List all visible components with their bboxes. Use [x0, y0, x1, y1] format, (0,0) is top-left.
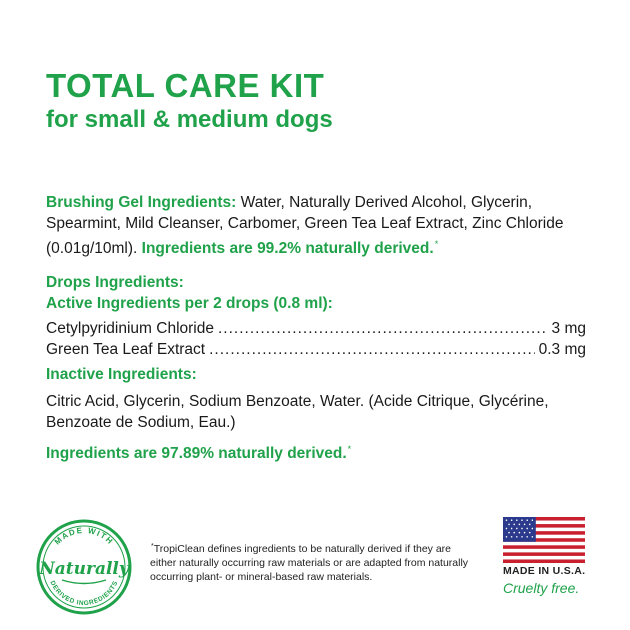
seal-bottom-text: DERIVED INGREDIENTS [48, 579, 120, 608]
page-subtitle: for small & medium dogs [46, 106, 333, 133]
leader-dots [218, 318, 548, 339]
active-ingredient-row [46, 318, 586, 339]
us-flag-icon [503, 517, 585, 563]
brushing-gel-section [46, 192, 591, 259]
inactive-ingredients-heading: Inactive Ingredients: [46, 366, 197, 383]
drops-section [46, 272, 591, 464]
made-in-usa-label: MADE IN U.S.A. [503, 565, 586, 577]
seal-top-text: MADE WITH [52, 525, 116, 547]
svg-text:MADE WITH [53, 526, 115, 547]
active-ingredient-amount: 0.3 mg [538, 341, 586, 358]
seal-script-text: Naturally [39, 559, 129, 579]
brushing-gel-asterisk: * [434, 239, 439, 249]
active-ingredient-amount: 3 mg [551, 320, 586, 337]
active-ingredient-name: Green Tea Leaf Extract [46, 341, 206, 358]
footnote-text: TropiClean defines ingredients to be naturally derived if they are either naturally occurring raw materials or are adapted from naturally occurring plant- or mineral-based raw materials. [150, 543, 469, 583]
active-ingredient-name: Cetylpyridinium Chloride [46, 320, 214, 337]
brushing-gel-natural-claim: Ingredients are 99.2% naturally derived. [141, 240, 434, 257]
naturally-derived-seal [34, 517, 134, 617]
drops-heading: Drops Ingredients: [46, 274, 184, 291]
brushing-gel-ingredients: Water, Naturally Derived Alcohol, Glycerin, Spearmint, Mild Cleanser, Carbomer, Green Tea Leaf Extract, Zinc Chloride (0.01g/10ml). [46, 194, 564, 257]
cruelty-free-label: Cruelty free. [503, 580, 580, 596]
page-title: TOTAL CARE KIT [46, 67, 325, 104]
active-ingredients-heading: Active Ingredients per 2 drops (0.8 ml): [46, 295, 333, 312]
footnote-asterisk: * [151, 543, 154, 550]
active-ingredients-list [46, 318, 591, 360]
leader-dots [209, 339, 534, 360]
inactive-ingredients: Citric Acid, Glycerin, Sodium Benzoate, Water. (Acide Citrique, Glycérine, Benzoate de Sodium, Eau.) [46, 393, 549, 431]
footnote [150, 540, 470, 584]
drops-asterisk: * [347, 444, 352, 454]
active-ingredient-row [46, 339, 586, 360]
drops-natural-claim: Ingredients are 97.89% naturally derived. [46, 445, 347, 462]
brushing-gel-heading: Brushing Gel Ingredients: [46, 194, 237, 211]
